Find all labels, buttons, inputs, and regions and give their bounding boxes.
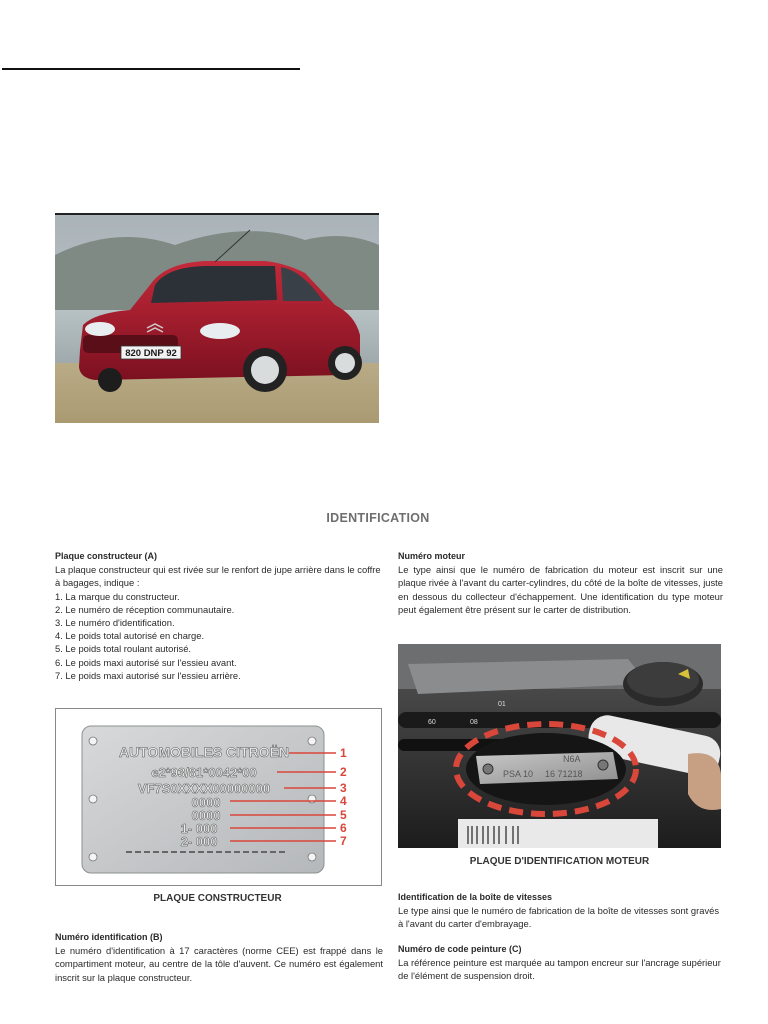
- numero-moteur-title: Numéro moteur: [398, 551, 466, 561]
- plaque-constructeur-text: [55, 550, 383, 682]
- hose-mark: 08: [470, 719, 478, 726]
- engine-plate-text-1: N6A: [563, 754, 581, 764]
- engine-photo: [398, 644, 721, 848]
- numero-moteur-body: Le type ainsi que le numéro de fabrication du moteur est inscrit sur une plaque rivée à l'avant du carter-cylindres, du côté de la boîte de vitesses, juste en dessous du collecteur d'échappement. Une identification du type moteur peut également être présent sur le carter de distribution.: [398, 564, 723, 615]
- plate-line-1: AUTOMOBILES CITROËN: [118, 744, 290, 760]
- list-item: 2. Le numéro de réception communautaire.: [55, 603, 235, 615]
- list-item: 4. Le poids total autorisé en charge.: [55, 630, 205, 642]
- plaque-constructeur-figure: [55, 708, 382, 886]
- list-item: 6. Le poids maxi autorisé sur l'essieu avant.: [55, 656, 237, 668]
- car-photo: [55, 213, 379, 423]
- top-rule: [2, 68, 300, 70]
- engine-photo-caption: PLAQUE D'IDENTIFICATION MOTEUR: [469, 856, 650, 867]
- callout-6: 6: [340, 821, 347, 835]
- callout-1: 1: [340, 746, 347, 760]
- plate-line-7: 2- 000: [180, 834, 218, 849]
- license-plate-text: 820 DNP 92: [125, 348, 177, 359]
- hose-mark: 01: [498, 701, 506, 708]
- boite-vitesses-text: [398, 891, 723, 931]
- plaque-constructeur-intro: La plaque constructeur qui est rivée sur le renfort de jupe arrière dans le coffre à bagages, indique :: [55, 564, 381, 589]
- plate-line-2: e2*93/81*0042*00: [151, 765, 257, 780]
- code-peinture-body: La référence peinture est marquée au tampon encreur sur l'ancrage supérieur de l'élément de suspension droit.: [398, 957, 721, 982]
- engine-plate-text-3: 16 71218: [545, 769, 583, 779]
- list-item: 7. Le poids maxi autorisé sur l'essieu arrière.: [55, 669, 241, 681]
- hose-mark: 60: [428, 719, 436, 726]
- code-peinture-title: Numéro de code peinture (C): [398, 944, 522, 954]
- list-item: 5. Le poids total roulant autorisé.: [55, 643, 192, 655]
- callout-2: 2: [340, 765, 347, 779]
- numero-moteur-text: [398, 550, 723, 616]
- numero-identification-title: Numéro identification (B): [55, 932, 163, 942]
- plate-line-6: 1- 000: [180, 821, 218, 836]
- list-item: 3. Le numéro d'identification.: [55, 617, 175, 629]
- callout-5: 5: [340, 808, 347, 822]
- callout-3: 3: [340, 781, 347, 795]
- boite-vitesses-title: Identification de la boîte de vitesses: [398, 892, 553, 902]
- engine-plate-text-2: PSA 10: [503, 769, 534, 779]
- plaque-constructeur-title: Plaque constructeur (A): [55, 551, 158, 561]
- list-item: 1. La marque du constructeur.: [55, 590, 180, 602]
- section-heading: IDENTIFICATION: [326, 511, 430, 525]
- plaque-constructeur-caption: PLAQUE CONSTRUCTEUR: [153, 893, 282, 904]
- callout-4: 4: [340, 794, 347, 808]
- plate-line-4: 0000: [191, 795, 221, 810]
- callout-7: 7: [340, 834, 347, 848]
- numero-identification-text: [55, 931, 383, 984]
- plate-line-5: 0000: [191, 808, 221, 823]
- plate-line-3: VF7S0XXXX00000000: [137, 781, 271, 796]
- code-peinture-text: [398, 943, 723, 983]
- numero-identification-body: Le numéro d'identification à 17 caractères (norme CEE) est frappé dans le compartiment moteur, au centre de la tôle d'auvent. Ce numéro est également inscrit sur la plaque constructeur.: [55, 945, 383, 983]
- boite-vitesses-body: Le type ainsi que le numéro de fabrication de la boîte de vitesses sont gravés à l'avant du carter d'embrayage.: [398, 905, 720, 930]
